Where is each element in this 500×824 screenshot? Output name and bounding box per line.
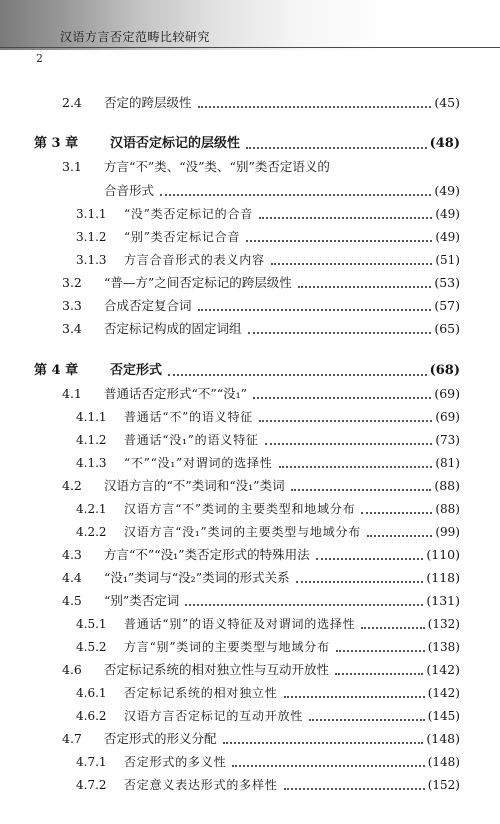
- dot-leader: [279, 466, 433, 468]
- running-header-title: 汉语方言否定范畴比较研究: [60, 30, 211, 44]
- toc-entry-title: 否定意义表达形式的多样性: [124, 778, 278, 792]
- toc-entry-page: (152): [427, 778, 460, 792]
- toc-entry: [0, 703, 500, 725]
- toc-entry-title: 否定形式: [110, 363, 163, 378]
- toc-entry-title: 汉语方言“没₁”类词的主要类型与地域分布: [124, 525, 362, 539]
- toc-entry-number: 4.1: [62, 386, 82, 401]
- dot-leader: [246, 240, 432, 242]
- toc-entry-number: 4.7.2: [76, 778, 107, 792]
- toc-entry-title: 方言合音形式的表义内容: [124, 253, 265, 267]
- toc-entry-number: 3.1.1: [76, 207, 107, 221]
- toc-entry: [0, 154, 500, 176]
- toc-entry-title: 否定形式的形义分配: [104, 731, 217, 746]
- toc-entry-number: 4.5.2: [76, 640, 107, 654]
- toc-entry-page: (142): [427, 686, 460, 700]
- toc-entry-page: (69): [435, 410, 460, 424]
- toc-entry-number: 3.1: [62, 159, 82, 174]
- dot-leader: [291, 489, 432, 491]
- toc-entry-page: (51): [435, 253, 460, 267]
- toc-entry-page: (148): [426, 731, 460, 746]
- dot-leader: [253, 397, 431, 399]
- toc-entry-page: (81): [435, 456, 460, 470]
- dot-leader: [168, 374, 427, 376]
- dot-leader: [198, 106, 432, 108]
- toc-entry-number: 3.3: [62, 298, 82, 313]
- toc-entry-number: 4.7.1: [76, 755, 107, 769]
- toc-entry: [0, 427, 500, 449]
- toc-entry: [0, 90, 500, 112]
- toc-entry-number: 4.1.2: [76, 433, 107, 447]
- toc-entry-page: (132): [427, 617, 460, 631]
- toc-entry-page: (142): [426, 662, 460, 677]
- dot-leader: [232, 765, 424, 767]
- dot-leader: [265, 443, 433, 445]
- toc-entry-title: 汉语否定标记的层级性: [110, 136, 241, 151]
- toc-entry: [0, 224, 500, 246]
- toc-entry-title: “没₁”类词与“没₂”类词的形式关系: [104, 570, 290, 585]
- dot-leader: [361, 627, 424, 629]
- toc-entry: [0, 293, 500, 315]
- toc-entry-number: 4.1.3: [76, 456, 107, 470]
- toc-entry: [0, 404, 500, 426]
- toc-entry-page: (131): [426, 593, 460, 608]
- toc-entry: [0, 726, 500, 748]
- dot-leader: [296, 581, 424, 583]
- toc-entry-number: 3.2: [62, 275, 82, 290]
- toc-entry-number: 4.2: [62, 478, 82, 493]
- dot-leader: [246, 147, 427, 149]
- toc-entry: [0, 749, 500, 771]
- toc-entry-number: 4.6.1: [76, 686, 107, 700]
- toc-entry-number: 3.1.3: [76, 253, 107, 267]
- dot-leader: [248, 332, 432, 334]
- toc-entry: [0, 519, 500, 541]
- toc-entry-number: 4.1.1: [76, 410, 107, 424]
- toc-entry-title: 否定标记系统的相对独立性与互动开放性: [104, 662, 330, 677]
- dot-leader: [259, 420, 432, 422]
- toc-entry-page: (68): [429, 363, 460, 378]
- toc-entry-page: (45): [434, 95, 460, 110]
- toc-entry-number: 第 4 章: [34, 363, 79, 378]
- dot-leader: [361, 512, 432, 514]
- toc-entry-page: (138): [427, 640, 460, 654]
- dot-leader: [316, 558, 424, 560]
- toc-entry-number: 2.4: [62, 95, 82, 110]
- toc-entry-number: 4.6: [62, 662, 82, 677]
- toc-entry-title: 普通话“别”的语义特征及对谓词的选择性: [124, 617, 356, 631]
- toc-entry-page: (145): [427, 709, 460, 723]
- toc-entry-number: 第 3 章: [34, 136, 79, 151]
- toc-entry-number: 3.4: [62, 321, 82, 336]
- toc-entry-title: 方言“别”类词的主要类型与地域分布: [124, 640, 330, 654]
- toc-entry-page: (148): [427, 755, 460, 769]
- dot-leader: [185, 604, 423, 606]
- toc-entry-page: (49): [435, 207, 460, 221]
- dot-leader: [298, 286, 432, 288]
- toc-entry-page: (73): [435, 433, 460, 447]
- toc-entry: [0, 772, 500, 794]
- toc-entry: [0, 657, 500, 679]
- dot-leader: [271, 263, 433, 265]
- toc-entry-title: 普通话“不”的语义特征: [124, 410, 254, 424]
- dot-leader: [198, 309, 432, 311]
- toc-entry: [0, 473, 500, 495]
- toc-entry-title: “普—方”之间否定标记的跨层级性: [104, 275, 292, 290]
- dot-leader: [160, 194, 431, 196]
- toc-entry-title: 否定形式的多义性: [124, 755, 227, 769]
- dot-leader: [309, 719, 425, 721]
- toc-entry-title: 汉语方言否定标记的互动开放性: [124, 709, 304, 723]
- toc-entry: [0, 178, 500, 200]
- dot-leader: [284, 696, 425, 698]
- toc-entry: [0, 496, 500, 518]
- toc-entry-title: 普通话否定形式“不”“没₁”: [104, 386, 248, 401]
- toc-entry: [0, 450, 500, 472]
- toc-entry-number: 4.4: [62, 570, 82, 585]
- toc-entry-page: (53): [434, 275, 460, 290]
- toc-entry: [0, 611, 500, 633]
- toc-entry: [0, 542, 500, 564]
- toc-entry-title: 方言“不”“没₁”类否定形式的特殊用法: [104, 547, 310, 562]
- toc-chapter-entry: [0, 131, 500, 153]
- dot-leader: [335, 673, 423, 675]
- toc-entry-title: 否定的跨层级性: [104, 95, 192, 110]
- toc-entry-title: 汉语方言的“不”类词和“没₁”类词: [104, 478, 285, 493]
- dot-leader: [336, 650, 425, 652]
- toc-entry-page: (65): [434, 321, 460, 336]
- toc-entry-title: “别”类否定标记合音: [124, 230, 241, 244]
- toc-entry: [0, 316, 500, 338]
- toc-entry: [0, 565, 500, 587]
- toc-entry-title: 否定标记构成的固定词组: [104, 321, 242, 336]
- toc-entry-number: 4.2.1: [76, 502, 107, 516]
- page-number: 2: [36, 52, 43, 65]
- toc-entry-number: 4.6.2: [76, 709, 107, 723]
- toc-entry-page: (69): [434, 386, 460, 401]
- toc-entry: [0, 381, 500, 403]
- toc-entry-title: 否定标记系统的相对独立性: [124, 686, 278, 700]
- toc-entry-number: 4.7: [62, 731, 82, 746]
- toc-entry-page: (49): [434, 183, 460, 198]
- toc-entry: [0, 247, 500, 269]
- toc-entry-number: 4.5.1: [76, 617, 107, 631]
- dot-leader: [367, 535, 432, 537]
- toc-entry: [0, 588, 500, 610]
- toc-entry-page: (110): [426, 547, 460, 562]
- toc-entry-title: 方言“不”类、“没”类、“别”类否定语义的: [104, 159, 330, 174]
- toc-entry-title: “别”类否定词: [104, 593, 180, 608]
- toc-entry: [0, 270, 500, 292]
- dot-leader: [284, 788, 425, 790]
- toc-entry-number: 4.2.2: [76, 525, 107, 539]
- toc-entry-title: 合音形式: [104, 183, 155, 198]
- toc-entry-page: (48): [429, 136, 460, 151]
- toc-entry-page: (118): [426, 570, 460, 585]
- toc-entry-number: 4.3: [62, 547, 82, 562]
- dot-leader: [259, 217, 432, 219]
- toc-entry-title: 普通话“没₁”的语义特征: [124, 433, 259, 447]
- toc-entry-page: (57): [434, 298, 460, 313]
- toc-entry: [0, 201, 500, 223]
- toc-entry-title: 汉语方言“不”类词的主要类型和地域分布: [124, 502, 356, 516]
- toc-entry-title: 合成否定复合词: [104, 298, 192, 313]
- toc-entry-page: (99): [435, 525, 460, 539]
- toc-entry: [0, 680, 500, 702]
- toc-entry-title: “没”类否定标记的合音: [124, 207, 254, 221]
- toc-entry-number: 4.5: [62, 593, 82, 608]
- header-rule: [0, 47, 500, 48]
- toc-entry-page: (88): [434, 478, 460, 493]
- toc-entry-number: 3.1.2: [76, 230, 107, 244]
- toc-entry-title: “不”“没₁”对谓词的选择性: [124, 456, 273, 470]
- dot-leader: [223, 742, 424, 744]
- toc-entry-page: (49): [435, 230, 460, 244]
- toc-chapter-entry: [0, 358, 500, 380]
- toc-entry: [0, 634, 500, 656]
- toc-entry-page: (88): [435, 502, 460, 516]
